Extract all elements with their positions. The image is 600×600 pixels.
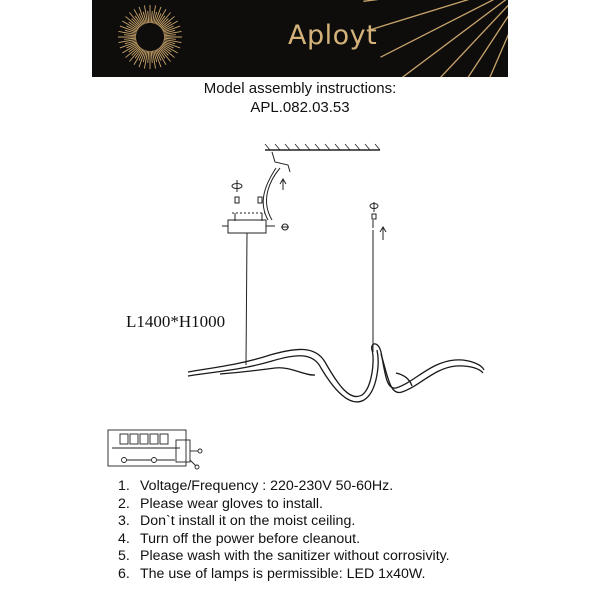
instruction-item: 5. Please wash with the sanitizer without corrosivity.	[118, 548, 450, 565]
power-cable	[267, 168, 280, 220]
suspension-wire-left	[246, 233, 247, 365]
ceiling-hatch	[265, 144, 380, 150]
instruction-item: 3. Don`t install it on the moist ceiling.	[118, 513, 356, 530]
instruction-item: 4. Turn off the power before cleanout.	[118, 530, 361, 547]
instruction-list	[118, 478, 450, 584]
brand-name: Aployt	[288, 20, 378, 51]
instruction-item: 6. The use of lamps is permissible: LED 1x40W.	[118, 565, 426, 582]
canopy-box	[228, 220, 266, 233]
instruction-item: 1. Voltage/Frequency : 220-230V 50-60Hz.	[118, 478, 394, 494]
instructions-title: Model assembly instructions:	[203, 80, 397, 97]
assembly-diagram	[100, 140, 500, 475]
wiring-diagram	[108, 430, 202, 469]
led-ribbon-fixture	[188, 344, 484, 402]
ceiling-bracket	[272, 152, 290, 172]
brand-banner	[92, 0, 508, 77]
model-number: APL.082.03.53	[250, 99, 350, 116]
dimensions-label: L1400*H1000	[126, 312, 226, 331]
instruction-item: 2. Please wear gloves to install.	[118, 495, 323, 512]
